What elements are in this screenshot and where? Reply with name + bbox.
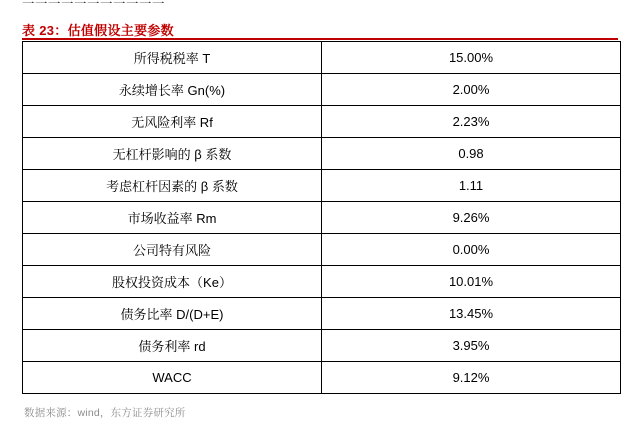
param-value: 0.00% bbox=[322, 234, 621, 266]
table-row bbox=[23, 138, 621, 170]
param-label: WACC bbox=[23, 362, 322, 394]
valuation-assumptions-table bbox=[22, 41, 621, 394]
table-row bbox=[23, 42, 621, 74]
param-label: 股权投资成本（Ke） bbox=[23, 266, 322, 298]
param-value: 3.95% bbox=[322, 330, 621, 362]
table-row bbox=[23, 106, 621, 138]
param-label: 考虑杠杆因素的 β 系数 bbox=[23, 170, 322, 202]
table-row bbox=[23, 234, 621, 266]
param-value: 10.01% bbox=[322, 266, 621, 298]
param-label: 公司特有风险 bbox=[23, 234, 322, 266]
table-row bbox=[23, 362, 621, 394]
param-value: 0.98 bbox=[322, 138, 621, 170]
param-value: 1.11 bbox=[322, 170, 621, 202]
table-row bbox=[23, 298, 621, 330]
param-value: 15.00% bbox=[322, 42, 621, 74]
param-value: 13.45% bbox=[322, 298, 621, 330]
source-note: 数据来源：wind，东方证券研究所 bbox=[24, 407, 186, 419]
param-label: 无风险利率 Rf bbox=[23, 106, 322, 138]
table-row bbox=[23, 202, 621, 234]
table-row bbox=[23, 330, 621, 362]
caption-underline-rule bbox=[22, 38, 618, 40]
param-label: 债务比率 D/(D+E) bbox=[23, 298, 322, 330]
param-label: 市场收益率 Rm bbox=[23, 202, 322, 234]
param-label: 债务利率 rd bbox=[23, 330, 322, 362]
table-row bbox=[23, 170, 621, 202]
table-caption: 表 23：估值假设主要参数 bbox=[22, 23, 174, 38]
param-value: 9.26% bbox=[322, 202, 621, 234]
param-label: 所得税税率 T bbox=[23, 42, 322, 74]
param-label: 无杠杆影响的 β 系数 bbox=[23, 138, 322, 170]
param-value: 2.23% bbox=[322, 106, 621, 138]
clipped-header-text bbox=[22, 0, 165, 6]
table-row bbox=[23, 266, 621, 298]
param-label: 永续增长率 Gn(%) bbox=[23, 74, 322, 106]
param-value: 9.12% bbox=[322, 362, 621, 394]
param-value: 2.00% bbox=[322, 74, 621, 106]
table-caption-row bbox=[22, 20, 618, 39]
table-row bbox=[23, 74, 621, 106]
